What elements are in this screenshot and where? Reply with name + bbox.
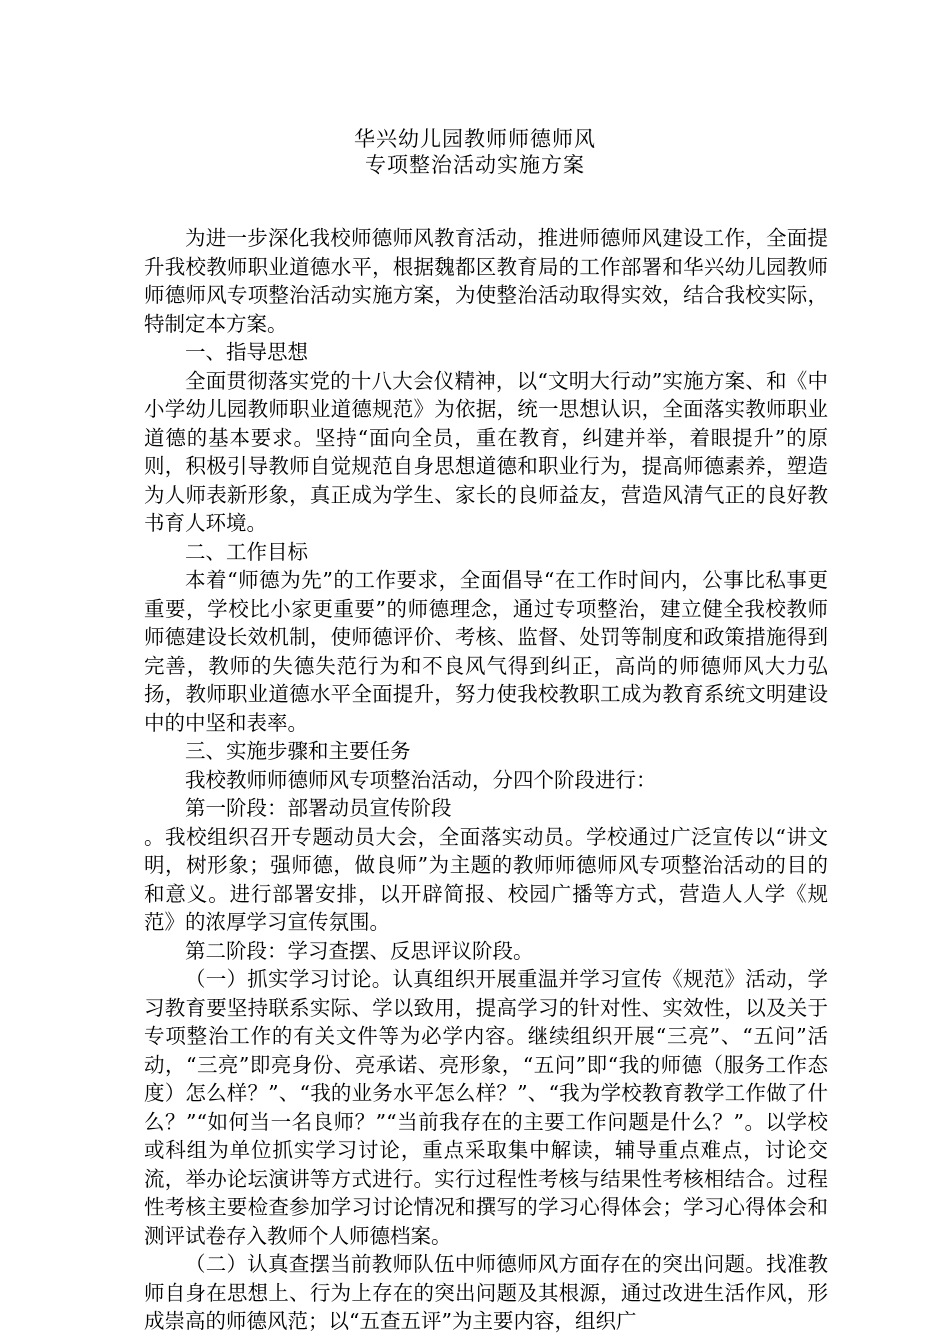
stage-one-heading: 第一阶段：部署动员宣传阶段	[185, 796, 452, 820]
section-heading-guiding-ideology: 一、指导思想	[185, 340, 308, 364]
stage-one-paragraph: 。我校组织召开专题动员大会，全面落实动员。学校通过广泛宣传以“讲文明，树形象；强师德，做良师”为主题的教师师德师风专项整治活动的目的和意义。进行部署安排，以开辟简报、校园广播等方式，营造人人学《规范》的浓厚学习宣传氛围。	[144, 824, 828, 934]
guiding-ideology-paragraph: 全面贯彻落实党的十八大会仪精神，以“文明大行动”实施方案、和《中小学幼儿园教师职业道德规范》为依据，统一思想认识，全面落实教师职业道德的基本要求。坚持“面向全员，重在教育，纠建并举，着眼提升”的原则，积极引导教师自觉规范自身思想道德和职业行为，提高师德素养，塑造为人师表新形象，真正成为学生、家长的良师益友，营造风清气正的良好教书育人环境。	[144, 368, 828, 535]
four-stages-intro-paragraph: 我校教师师德师风专项整治活动，分四个阶段进行：	[185, 767, 657, 792]
problem-review-paragraph: （二）认真查摆当前教师队伍中师德师风方面存在的突出问题。找准教师自身在思想上、行为上存在的突出问题及其根源，通过改进生活作风，形成崇高的师德风范；以“五查五评”为主要内容，组织广	[144, 1252, 828, 1333]
intro-paragraph: 为进一步深化我校师德师风教育活动，推进师德师风建设工作，全面提升我校教师职业道德水平，根据魏都区教育局的工作部署和华兴幼儿园教师师德师风专项整治活动实施方案，为使整治活动取得实效，结合我校实际，特制定本方案。	[144, 226, 828, 336]
stage-two-heading: 第二阶段：学习查摆、反思评议阶段。	[185, 938, 534, 963]
title-line-1: 华兴幼儿园教师师德师风	[354, 127, 596, 151]
section-heading-work-goals: 二、工作目标	[185, 539, 308, 564]
study-discussion-paragraph: （一）抓实学习讨论。认真组织开展重温并学习宣传《规范》活动，学习教育要坚持联系实际、学以致用，提高学习的针对性、实效性，以及关于专项整治工作的有关文件等为必学内容。继续组织开展“三亮”、“五问”活动，“三亮”即亮身份、亮承诺、亮形象，“五问”即“我的师德（服务工作态度）怎么样？”、“我的业务水平怎么样？”、“我为学校教育教学工作做了什么？”“如何当一名良师？”“当前我存在的主要工作问题是什么？”。以学校或科组为单位抓实学习讨论，重点采取集中解读，辅导重点难点，讨论交流，举办论坛演讲等方式进行。实行过程性考核与结果性考核相结合。过程性考核主要检查参加学习讨论情况和撰写的学习心得体会；学习心得体会和测评试卷存入教师个人师德档案。	[144, 967, 828, 1248]
document-title	[0, 126, 950, 178]
work-goals-paragraph: 本着“师德为先”的工作要求，全面倡导“在工作时间内，公事比私事更重要，学校比小家更重要”的师德理念，通过专项整治，建立健全我校教师师德建设长效机制，使师德评价、考核、监督、处罚等制度和政策措施得到完善，教师的失德失范行为和不良风气得到纠正，高尚的师德师风大力弘扬，教师职业道德水平全面提升，努力使我校教职工成为教育系统文明建设中的中坚和表率。	[144, 568, 828, 735]
document-body	[144, 224, 828, 1336]
title-line-2: 专项整治活动实施方案	[365, 153, 585, 177]
section-heading-implementation-steps: 三、实施步骤和主要任务	[185, 739, 411, 763]
